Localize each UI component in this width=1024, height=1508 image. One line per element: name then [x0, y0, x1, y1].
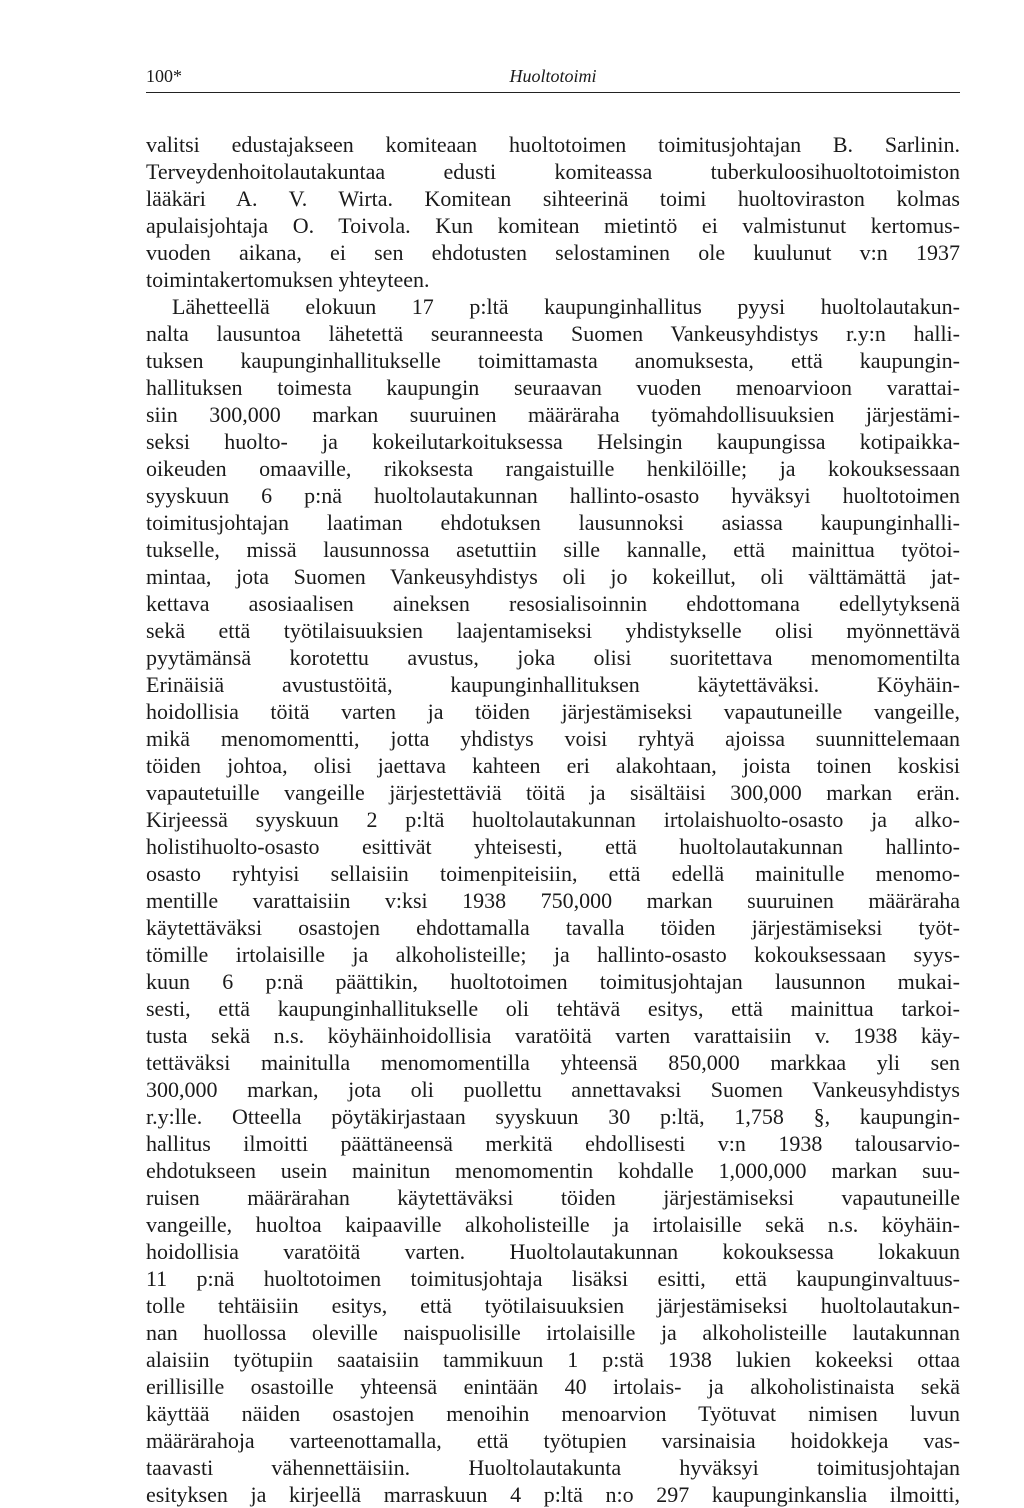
text-line: tömille irtolaisille ja alkoholisteille; ja hallinto-osasto kokouksessaan syys-: [146, 942, 960, 967]
text-line: hallituksen toimesta kaupungin seuraavan vuoden menoarvioon varattai-: [146, 375, 960, 400]
text-line: töiden johtoa, olisi jaettava kahteen eri alakohtaan, joista toinen koskisi: [146, 753, 960, 778]
text-line: syyskuun 6 p:nä huoltolautakunnan hallinto-osasto hyväksyi huoltotoimen: [146, 483, 960, 508]
text-line: sekä että työtilaisuuksien laajentamiseksi yhdistykselle olisi myönnettävä: [146, 618, 960, 643]
text-line: toimitusjohtajan laatiman ehdotuksen lausunnoksi asiassa kaupunginhalli-: [146, 510, 960, 535]
text-line: tusta sekä n.s. köyhäinhoidollisia varatöitä varten varattaisiin v. 1938 käy-: [146, 1023, 960, 1048]
text-line: toimintakertomuksen yhteyteen.: [146, 267, 430, 292]
text-line: r.y:lle. Otteella pöytäkirjastaan syyskuun 30 p:ltä, 1,758 §, kaupungin-: [146, 1104, 960, 1129]
text-line: holistihuolto-osasto esittivät yhteisesti, että huoltolautakunnan hallinto-: [146, 834, 960, 859]
text-line: vangeille, huoltoa kaipaaville alkoholisteille ja irtolaisille sekä n.s. köyhäin-: [146, 1212, 960, 1237]
text-line: sesti, että kaupunginhallitukselle oli tehtävä esitys, että mainittua tarkoi-: [146, 996, 960, 1021]
text-line: seksi huolto- ja kokeilutarkoituksessa Helsingin kaupungissa kotipaikka-: [146, 429, 960, 454]
text-line: pyytämänsä korotettu avustus, joka olisi suoritettava menomomentilta: [146, 645, 960, 670]
text-line: alaisiin työtupiin saataisiin tammikuun 1 p:stä 1938 lukien kokeeksi ottaa: [146, 1347, 960, 1372]
text-line: kettava asosiaalisen aineksen resosialisoinnin ehdottomana edellytyksenä: [146, 591, 960, 616]
text-line: määrärahoja varteenottamalla, että työtupien varsinaisia hoidokkeja vas-: [146, 1428, 960, 1453]
text-line: kuun 6 p:nä päättikin, huoltotoimen toimitusjohtajan lausunnon mukai-: [146, 969, 960, 994]
text-line: tuksen kaupunginhallitukselle toimittamasta anomuksesta, että kaupungin-: [146, 348, 960, 373]
text-line: vapautetuille vangeille järjestettäviä töitä ja sisältäisi 300,000 markan erän.: [146, 780, 960, 805]
text-line: Lähetteellä elokuun 17 p:ltä kaupunginhallitus pyysi huoltolautakun-: [172, 294, 960, 319]
text-line: valitsi edustajakseen komiteaan huoltotoimen toimitusjohtajan B. Sarlinin.: [146, 132, 960, 157]
text-line: tolle tehtäisiin esitys, että työtilaisuuksien järjestämiseksi huoltolautakun-: [146, 1293, 960, 1318]
text-line: hoidollisia töitä varten ja töiden järjestämiseksi vapautuneille vangeille,: [146, 699, 960, 724]
running-header-title: Huoltotoimi: [509, 66, 597, 86]
page-number: 100*: [146, 66, 182, 86]
text-line: nan huollossa oleville naispuolisille irtolaisille ja alkoholisteille lautakunnan: [146, 1320, 960, 1345]
text-line: ruisen määrärahan käytettäväksi töiden järjestämiseksi vapautuneille: [146, 1185, 960, 1210]
text-line: mentille varattaisiin v:ksi 1938 750,000 markan suuruinen määräraha: [146, 888, 960, 913]
text-line: siin 300,000 markan suuruinen määräraha työmahdollisuuksien järjestämi-: [146, 402, 960, 427]
body-text: [146, 131, 960, 1508]
text-line: oikeuden omaaville, rikoksesta rangaistuille henkilöille; ja kokouksessaan: [146, 456, 960, 481]
text-line: Erinäisiä avustustöitä, kaupunginhallituksen käytettäväksi. Köyhäin-: [146, 672, 960, 697]
document-page: [146, 62, 960, 1508]
text-line: käytettäväksi osastojen ehdottamalla tavalla töiden järjestämiseksi työt-: [146, 915, 960, 940]
text-line: Kirjeessä syyskuun 2 p:ltä huoltolautakunnan irtolaishuolto-osasto ja alko-: [146, 807, 960, 832]
text-line: erillisille osastoille yhteensä enintään 40 irtolais- ja alkoholistinaista sekä: [146, 1374, 960, 1399]
text-line: esityksen ja kirjeellä marraskuun 4 p:ltä n:o 297 kaupunginkanslia ilmoitti,: [146, 1482, 960, 1507]
text-line: Terveydenhoitolautakuntaa edusti komiteassa tuberkuloosihuoltotoimiston: [146, 159, 960, 184]
text-line: osasto ryhtyisi sellaisiin toimenpiteisiin, että edellä mainitulle menomo-: [146, 861, 960, 886]
text-line: mikä menomomentti, jotta yhdistys voisi ryhtyä ajoissa suunnittelemaan: [146, 726, 960, 751]
text-line: käyttää näiden osastojen menoihin menoarvion Työtuvat nimisen luvun: [146, 1401, 960, 1426]
text-line: nalta lausuntoa lähetettä seuranneesta Suomen Vankeusyhdistys r.y:n halli-: [146, 321, 960, 346]
text-line: vuoden aikana, ei sen ehdotusten selostaminen ole kuulunut v:n 1937: [146, 240, 960, 265]
text-line: taavasti vähennettäisiin. Huoltolautakunta hyväksyi toimitusjohtajan: [146, 1455, 960, 1480]
running-header: [146, 62, 960, 93]
text-line: mintaa, jota Suomen Vankeusyhdistys oli jo kokeillut, oli välttämättä jat-: [146, 564, 960, 589]
text-line: hallitus ilmoitti päättäneensä merkitä ehdollisesti v:n 1938 talousarvio-: [146, 1131, 960, 1156]
text-line: 11 p:nä huoltotoimen toimitusjohtaja lisäksi esitti, että kaupunginvaltuus-: [146, 1266, 960, 1291]
text-line: 300,000 markan, jota oli puollettu annettavaksi Suomen Vankeusyhdistys: [146, 1077, 960, 1102]
text-line: tettäväksi mainitulla menomomentilla yhteensä 850,000 markkaa yli sen: [146, 1050, 960, 1075]
text-line: hoidollisia varatöitä varten. Huoltolautakunnan kokouksessa lokakuun: [146, 1239, 960, 1264]
text-line: apulaisjohtaja O. Toivola. Kun komitean mietintö ei valmistunut kertomus-: [146, 213, 960, 238]
text-line: ehdotukseen usein mainitun menomomentin kohdalle 1,000,000 markan suu-: [146, 1158, 960, 1183]
text-line: tukselle, missä lausunnossa asetuttiin sille kannalle, että mainittua työtoi-: [146, 537, 960, 562]
text-line: lääkäri A. V. Wirta. Komitean sihteerinä toimi huoltoviraston kolmas: [146, 186, 960, 211]
